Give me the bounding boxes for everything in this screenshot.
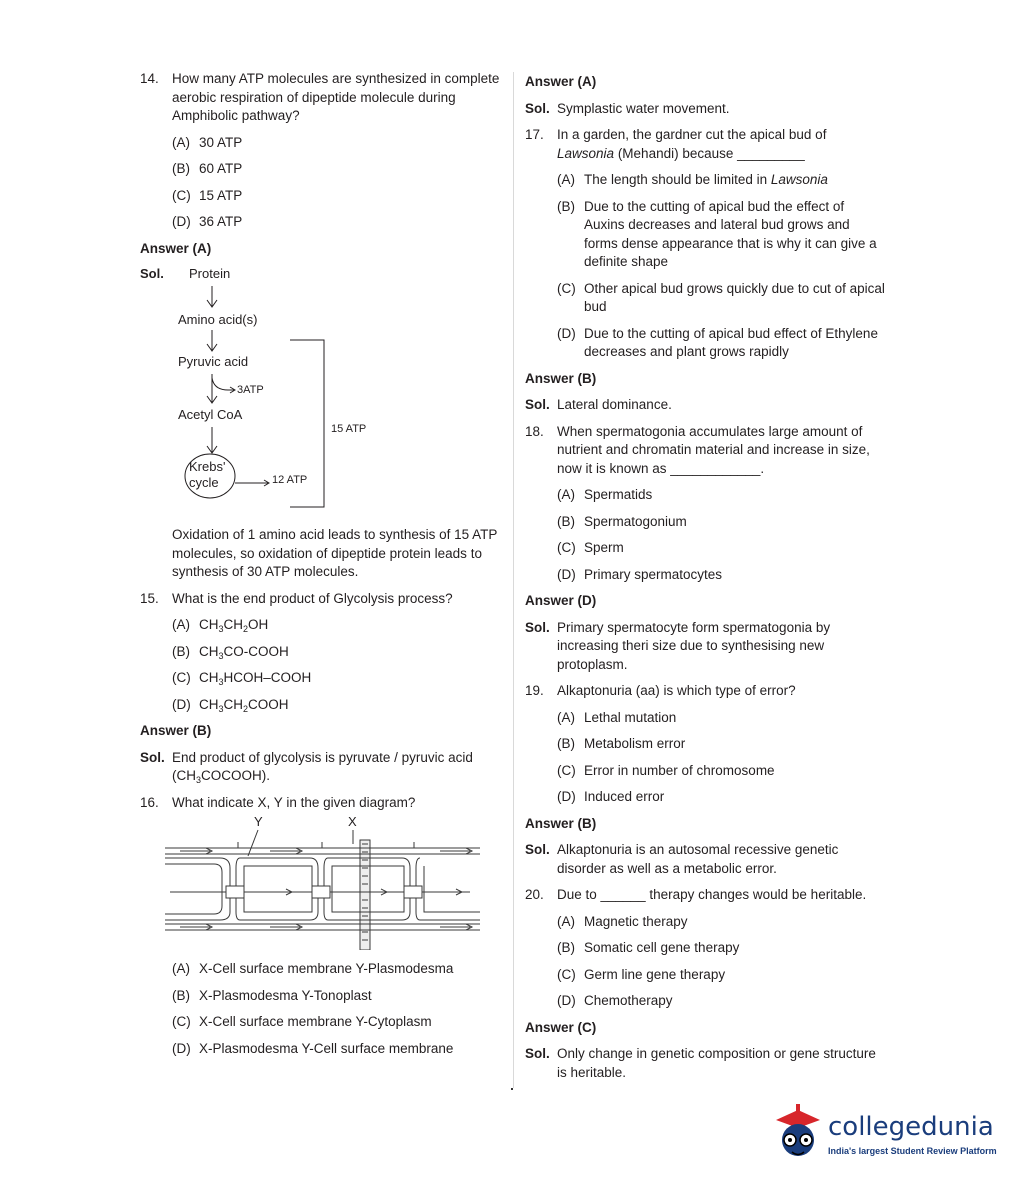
question-19: 19. Alkaptonuria (aa) is which type of error?	[525, 683, 796, 698]
option-d: (D) Primary spermatocytes	[557, 566, 723, 582]
flow-krebs: Krebs'	[189, 459, 226, 474]
mascot-icon	[770, 1102, 826, 1172]
option-a: (A) 30 ATP	[172, 134, 243, 150]
flow-cycle: cycle	[189, 475, 219, 490]
option-d: (D) Due to the cutting of apical bud effect of Ethylene decreases and plant grows rapidly	[557, 325, 878, 359]
option-c: (C) Error in number of chromosome	[557, 762, 775, 778]
column-divider	[513, 72, 514, 1088]
question-17: 17. In a garden, the gardner cut the apical bud of Lawsonia (Mehandi) because _________	[525, 127, 827, 161]
option-a: (A) The length should be limited in Lawsonia	[557, 172, 828, 187]
option-c: (C) Sperm	[557, 540, 624, 555]
solution-20: Sol. Only change in genetic composition or gene structure is heritable.	[525, 1046, 876, 1080]
solution-15: Sol. End product of glycolysis is pyruvate / pyruvic acid $(CH_3COCOOH)$.	[140, 749, 473, 785]
option-a: (A) Lethal mutation	[557, 709, 677, 725]
flow-3atp: 3ATP	[237, 384, 264, 396]
option-d: (D) X-Plasmodesma Y-Cell surface membrane	[172, 1040, 454, 1056]
option-a: (A) X-Cell surface membrane Y-Plasmodesma	[172, 961, 454, 976]
question-text: How many ATP molecules are synthesized in complete aerobic respiration of dipeptide molecule during Amphibolic pathway?	[172, 71, 500, 123]
option-a: (A) Spermatids	[557, 487, 653, 502]
left-column	[140, 70, 502, 1066]
option-b: (B) $CH_3CO$-COOH	[172, 643, 289, 661]
solution-17: Sol. Lateral dominance.	[525, 397, 672, 412]
answer-line: Answer (B)	[140, 723, 212, 738]
solution-18: Sol. Primary spermatocyte form spermatogonia by increasing theri size due to synthesising new protoplasm.	[525, 619, 831, 672]
question-18: 18. When spermatogonia accumulates large amount of nutrient and chromatin material and increase in size, now it is known as ____________.	[525, 423, 870, 476]
flow-15atp: 15 ATP	[331, 423, 367, 435]
option-c: (C) Germ line gene therapy	[557, 966, 726, 982]
question-15: 15. What is the end product of Glycolysis process?	[140, 590, 453, 606]
flow-pyruvic-acid: Pyruvic acid	[178, 354, 249, 369]
option-c: (C) 15 ATP	[172, 187, 243, 203]
option-b: (B) 60 ATP	[172, 161, 243, 176]
answer-line: Answer (B)	[525, 370, 597, 386]
question-14	[140, 70, 502, 126]
option-a: (A) $CH_3CH_2OH$	[172, 617, 269, 634]
logo-tagline: India's largest Student Review Platform	[828, 1146, 997, 1156]
solution-19: Sol. Alkaptonuria is an autosomal recessive genetic disorder as well as a metabolic error.	[525, 842, 839, 876]
option-b: (B) Spermatogonium	[557, 513, 687, 529]
logo-name: collegedunia	[828, 1112, 994, 1142]
option-c: (C) Other apical bud grows quickly due to cut of apical bud	[557, 280, 885, 314]
right-column	[525, 70, 887, 1090]
flow-amino-acid: Amino acid(s)	[178, 312, 258, 327]
flow-protein: Protein	[189, 266, 231, 281]
option-a: (A) Magnetic therapy	[557, 913, 688, 929]
page-mark	[511, 1088, 513, 1090]
answer-line: Answer (C)	[525, 1019, 597, 1035]
label-y: Y	[254, 814, 263, 829]
plasmodesma-diagram	[140, 814, 502, 950]
option-b: (B) Metabolism error	[557, 736, 686, 751]
label-x: X	[348, 814, 357, 829]
solution-16: Sol. Symplastic water movement.	[525, 100, 730, 116]
answer-line: Answer (D)	[525, 593, 597, 608]
option-d: (D) $CH_3CH_2COOH$	[172, 696, 289, 714]
answer-line: Answer (B)	[525, 815, 597, 831]
option-d: (D) Chemotherapy	[557, 993, 673, 1008]
flow-acetyl-coa: Acetyl CoA	[178, 407, 243, 422]
explanation-14: Oxidation of 1 amino acid leads to synthesis of 15 ATP molecules, so oxidation of dipeptide protein leads to synthesis of 30 ATP molecules.	[172, 527, 498, 579]
option-b: (B) X-Plasmodesma Y-Tonoplast	[172, 987, 372, 1003]
flow-12atp: 12 ATP	[272, 474, 308, 486]
option-d: (D) 36 ATP	[172, 214, 243, 229]
collegedunia-logo[interactable]	[770, 1098, 1000, 1178]
answer-line: Answer (A)	[525, 74, 597, 89]
cell-diagram-drawing	[140, 814, 502, 950]
question-20: 20. Due to ______ therapy changes would be heritable.	[525, 887, 867, 902]
option-d: (D) Induced error	[557, 789, 665, 804]
sol-label: Sol.	[140, 266, 164, 281]
question-16: 16. What indicate X, Y in the given diagram?	[140, 794, 416, 810]
atp-flow-diagram	[140, 266, 502, 518]
answer-line: Answer (A)	[140, 240, 212, 256]
option-c: (C) $CH_3HCOH$–COOH	[172, 670, 312, 687]
question-number: 14.	[140, 71, 159, 86]
option-b: (B) Due to the cutting of apical bud the effect of Auxins decreases and lateral bud grows and forms dense appearance that is why it can give a definite shape	[557, 198, 877, 269]
option-c: (C) X-Cell surface membrane Y-Cytoplasm	[172, 1014, 432, 1029]
option-b: (B) Somatic cell gene therapy	[557, 940, 740, 955]
flow-arrows	[140, 266, 502, 518]
